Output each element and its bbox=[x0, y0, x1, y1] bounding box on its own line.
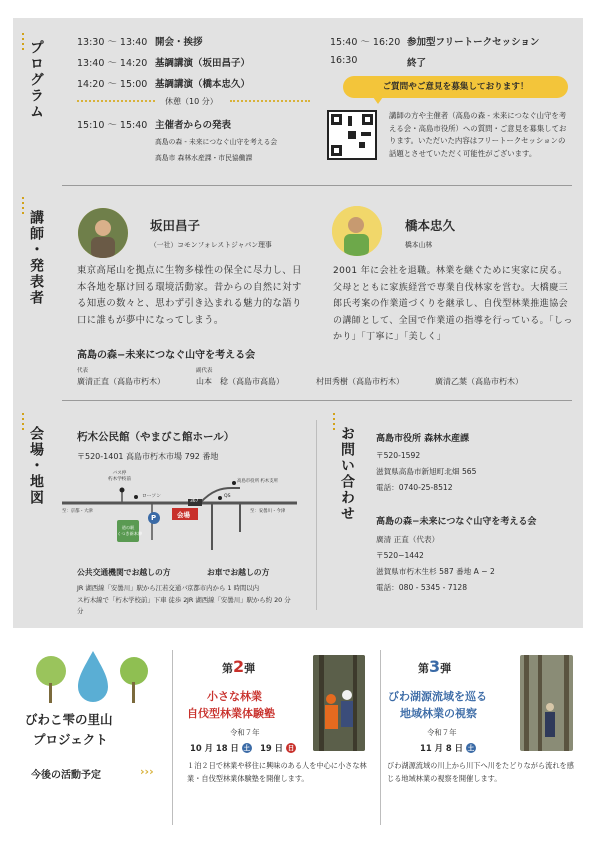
project-logo bbox=[33, 649, 153, 707]
question-bubble: ご質問やご意見を募集しております！ bbox=[343, 76, 568, 98]
member-name: 山本 稔（高島市高島） bbox=[196, 377, 284, 386]
day-badge: 日 bbox=[287, 744, 295, 752]
event2-title: 小さな林業 bbox=[207, 690, 262, 703]
public-transport-text: JR 湖西線「安曇川」駅から江若交通バス朽木線で「朽木学校前」下車 徒歩 2 分 bbox=[77, 584, 188, 615]
program-heading: プログラム bbox=[28, 40, 44, 120]
section-divider bbox=[62, 185, 572, 186]
upcoming-section bbox=[0, 628, 595, 842]
venue-heading: 会場・地図 bbox=[28, 426, 44, 506]
map-label-bus: バス停 朽木学校前 bbox=[108, 471, 131, 482]
column-divider bbox=[316, 420, 317, 610]
car-title: お車でお越しの方 bbox=[207, 568, 270, 577]
program-time: 15:10 〜 15:40 bbox=[77, 120, 148, 131]
program-title: 主催者からの発表 bbox=[155, 120, 232, 131]
event3-desc: びわ湖源流域の川上から川下へ川をたどりながら流れを感じる地域林業の視察を開催します。 bbox=[387, 761, 574, 783]
hashimoto-bio: 2001 年に会社を退職。林業を継ぐために実家に戻る。父母とともに家族経営で専業自伐林家を営む。大橋慶三郎氏考案の作業道づくりを継承し、自伐型林業推進協会の講師として、全国で作業道の指導を行っている。「しっかり」「丁寧に」「美しく」 bbox=[333, 266, 573, 342]
group-title: 高島の森−未来につなぐ山守を考える会 bbox=[77, 350, 256, 361]
contact-address: 滋賀県市朽木生杉 587 番地 A − 2 bbox=[376, 567, 495, 576]
question-text: 講師の方や主催者（高島の森 - 未来につなぐ山守を考える会・高島市役所）への質問・ご意見を募集しております。いただいた内容はフリートークセッションの話題とさせていただく可能性がございます。 bbox=[389, 111, 567, 158]
column-divider bbox=[172, 650, 173, 825]
map-label-kyoto: 至：京都・大津 bbox=[62, 509, 93, 514]
event2-year: 令和７年 bbox=[230, 728, 260, 737]
program-title: 基調講演（坂田昌子） bbox=[155, 58, 251, 69]
hashimoto-photo bbox=[332, 206, 382, 256]
sakata-bio: 東京高尾山を拠点に生物多様性の保全に尽力し、日本各地を駆け回る環境活動家。昔からの自然に対する知恵の数々と、思わず引き込まれる魅力的な語り口に誰もが夢中になってしまう。 bbox=[77, 265, 302, 326]
map-label-office: 高島市役所 朽木支所 bbox=[237, 479, 278, 484]
event2-title: 自伐型林業体験塾 bbox=[187, 707, 275, 720]
column-divider bbox=[380, 650, 381, 825]
qr-code[interactable] bbox=[327, 110, 377, 160]
presenter-name: 高島の森 - 未来につなぐ山守を考える会 bbox=[155, 138, 278, 146]
program-time: 14:20 〜 15:00 bbox=[77, 79, 148, 90]
contact-zip: 〒520-1592 bbox=[376, 451, 421, 460]
upcoming-label: 今後の活動予定 bbox=[31, 770, 101, 781]
day-badge: 土 bbox=[243, 744, 250, 752]
member-name: 廣清正直（高島市朽木） bbox=[77, 377, 165, 386]
hashimoto-name: 橋本忠久 bbox=[405, 218, 456, 233]
event2-desc: １泊２日で林業や移住に興味のある人を中心に小さな林業・自伐型林業体験塾を開催します。 bbox=[187, 761, 367, 783]
map-label-adogawa: 至：安曇川・今津 bbox=[250, 509, 286, 514]
program-time: 15:40 〜 16:20 bbox=[330, 37, 401, 48]
venue-name: 朽木公民館（やまびこ館ホール） bbox=[77, 431, 235, 443]
venue-map[interactable] bbox=[62, 470, 302, 550]
program-title: 開会・挨拶 bbox=[155, 37, 203, 48]
event2-photo bbox=[313, 655, 365, 751]
break-divider bbox=[230, 100, 310, 105]
contact-zip: 〒520−1442 bbox=[376, 551, 424, 560]
program-time: 13:30 〜 13:40 bbox=[77, 37, 148, 48]
car-text: 京都市内から 1 時間以内 JR 湖西線「安曇川」駅から約 20 分 bbox=[187, 584, 291, 604]
section-divider bbox=[62, 400, 572, 401]
venue-address: 〒520-1401 高島市朽木市場 792 番地 bbox=[77, 452, 219, 461]
program-time: 16:30 bbox=[330, 55, 358, 66]
event2-label: 第2弾 bbox=[222, 657, 256, 676]
program-title: 基調講演（橋本忠久） bbox=[155, 79, 251, 90]
day-badge: 土 bbox=[467, 744, 475, 752]
project-title: プロジェクト bbox=[33, 732, 108, 747]
speakers-heading: 講師・発表者 bbox=[28, 210, 44, 306]
program-title: 参加型フリートークセッション bbox=[407, 37, 540, 48]
program-title: 終了 bbox=[407, 58, 427, 69]
member-role: 副代表 bbox=[196, 368, 213, 374]
map-label-lawson: ローソン bbox=[142, 494, 161, 499]
sakata-photo bbox=[78, 208, 128, 258]
sakata-org: （一社）コモンフォレストジャパン理事 bbox=[150, 241, 272, 249]
program-time: 13:40 〜 14:20 bbox=[77, 58, 148, 69]
upcoming-arrows: ››› bbox=[140, 765, 154, 778]
sakata-name: 坂田昌子 bbox=[150, 218, 201, 233]
hashimoto-org: 橋本山林 bbox=[405, 241, 433, 249]
event3-title: びわ湖源流域を巡る bbox=[388, 690, 487, 703]
map-parking: P bbox=[151, 514, 157, 522]
map-label-qs: QS bbox=[224, 494, 231, 499]
event3-dates: 11 月 8 日 土 bbox=[420, 743, 475, 753]
break-label: 休憩（10 分） bbox=[165, 97, 218, 106]
map-label-route: 367 bbox=[190, 499, 199, 504]
event3-year: 令和７年 bbox=[427, 728, 457, 737]
member-name: 廣清乙葉（高島市朽木） bbox=[435, 377, 523, 386]
member-role: 代表 bbox=[77, 368, 89, 374]
contact-person: 廣清 正直（代表） bbox=[376, 535, 440, 544]
map-venue-marker: 会場 bbox=[177, 511, 190, 519]
contact-tel[interactable]: 電話：0740-25-8512 bbox=[376, 483, 453, 492]
event3-title: 地域林業の視察 bbox=[400, 707, 477, 720]
project-title: びわこ雫の里山 bbox=[25, 712, 113, 727]
break-divider bbox=[77, 100, 155, 105]
member-name: 村田秀樹（高島市朽木） bbox=[316, 377, 404, 386]
map-label-station: 道の駅 くつき新本陣 bbox=[117, 525, 143, 536]
contact-org: 高島市役所 森林水産課 bbox=[376, 434, 470, 444]
public-transport-title: 公共交通機関でお越しの方 bbox=[77, 568, 171, 577]
event2-dates: 10 月 18 日 土 19 日 日 bbox=[190, 743, 295, 753]
event3-photo bbox=[520, 655, 573, 751]
contact-heading: お問い合わせ bbox=[339, 426, 355, 522]
event3-label: 第3弾 bbox=[418, 657, 452, 676]
contact-tel[interactable]: 電話：080 - 5345 - 7128 bbox=[376, 583, 468, 592]
presenter-name: 高島市 森林水産課・市民協働課 bbox=[155, 154, 253, 162]
contact-address: 滋賀県高島市新旭町北畑 565 bbox=[376, 467, 477, 476]
contact-org: 高島の森−未来につなぐ山守を考える会 bbox=[376, 517, 537, 527]
